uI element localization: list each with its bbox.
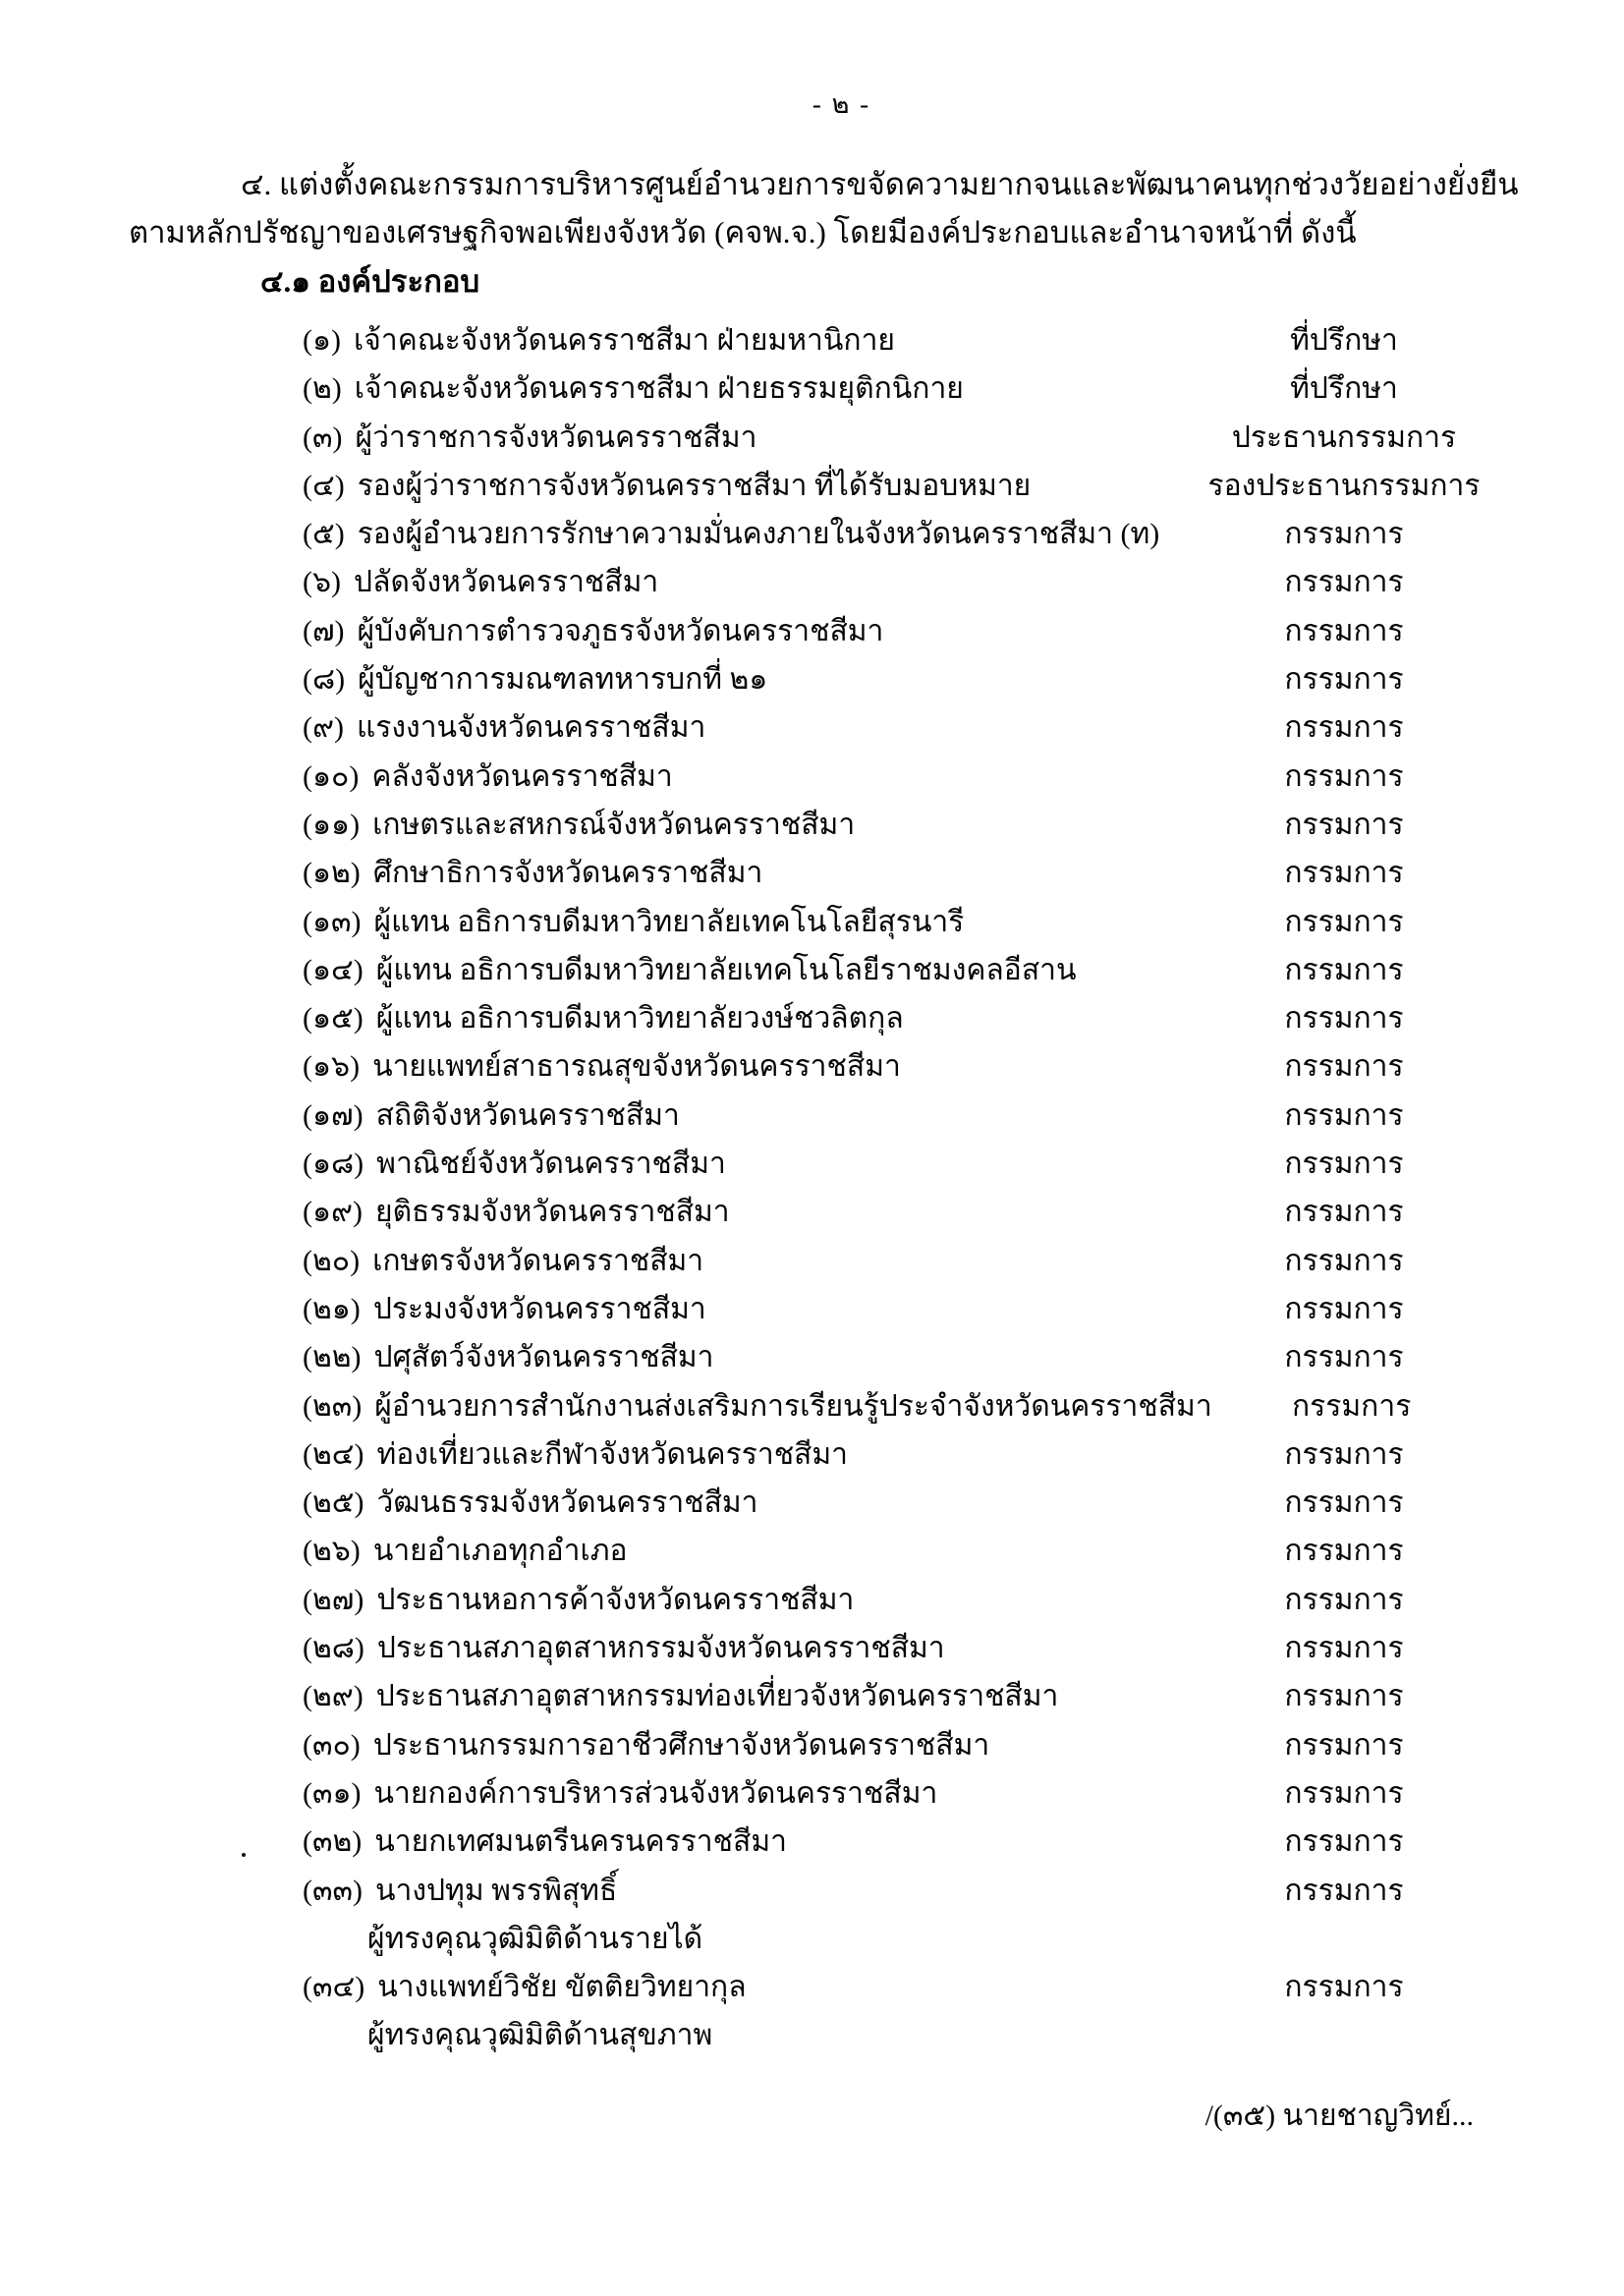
item-number: (๙) <box>303 711 344 745</box>
item-number: (๒๘) <box>303 1632 364 1665</box>
item-role: กรรมการ <box>1284 1002 1404 1036</box>
committee-row-left <box>303 898 964 946</box>
item-number: (๑๖) <box>303 1050 361 1084</box>
committee-row <box>303 1672 1484 1720</box>
item-number: (๔) <box>303 469 345 502</box>
item-number: (๑๔) <box>303 953 364 986</box>
item-role: กรรมการ <box>1284 711 1404 745</box>
item-name: นางแพทย์วิชัย ขัตติยวิทยากุล <box>377 1971 747 2004</box>
item-role: กรรมการ <box>1284 1196 1404 1229</box>
committee-row-left <box>303 946 1076 994</box>
item-name: ประธานสภาอุตสาหกรรมท่องเที่ยวจังหวัดนครราชสีมา <box>375 1680 1059 1713</box>
committee-row <box>303 994 1484 1042</box>
item-number: (๑๕) <box>303 1002 364 1036</box>
committee-row <box>303 655 1484 703</box>
committee-row-left <box>303 1672 1058 1720</box>
item-role: กรรมการ <box>1284 1148 1404 1181</box>
committee-row-left <box>303 1576 854 1624</box>
item-name: ผู้บัญชาการมณฑลทหารบกที่ ๒๑ <box>358 663 768 697</box>
item-role: กรรมการ <box>1284 1437 1404 1471</box>
item-name: ผู้อำนวยการสำนักงานส่งเสริมการเรียนรู้ประจำจังหวัดนครราชสีมา <box>374 1389 1212 1423</box>
committee-row-left <box>303 414 756 462</box>
item-name: นางปทุม พรรพิสุทธิ์ <box>375 1874 618 1907</box>
committee-row <box>303 1963 1484 2060</box>
item-name: ศึกษาธิการจังหวัดนครราชสีมา <box>372 857 763 890</box>
committee-row-left <box>303 703 705 752</box>
item-number: (๒๓) <box>303 1389 363 1423</box>
item-role: กรรมการ <box>1284 857 1404 890</box>
item-name: รองผู้อำนวยการรักษาความมั่นคงภายในจังหวัดนครราชสีมา (ท) <box>357 518 1160 551</box>
item-name: ปศุสัตว์จังหวัดนครราชสีมา <box>373 1341 714 1374</box>
item-role: ที่ปรึกษา <box>1290 324 1398 357</box>
item-name: แรงงานจังหวัดนครราชสีมา <box>356 711 706 745</box>
item-name: พาณิชย์จังหวัดนครราชสีมา <box>376 1148 726 1181</box>
item-number: (๑๐) <box>303 759 360 793</box>
item-number: (๑๑) <box>303 808 361 841</box>
committee-row-left <box>303 364 964 413</box>
item-name: ผู้แทน อธิการบดีมหาวิทยาลัยเทคโนโลยีราชมงคลอีสาน <box>375 953 1077 986</box>
item-number: (๖) <box>303 566 342 599</box>
item-name: เจ้าคณะจังหวัดนครราชสีมา ฝ่ายมหานิกาย <box>354 324 895 357</box>
item-role: กรรมการ <box>1284 614 1404 647</box>
item-name: นายอำเภอทุกอำเภอ <box>372 1535 628 1568</box>
committee-row-left <box>303 510 1159 558</box>
committee-row <box>303 1382 1484 1430</box>
committee-row <box>303 558 1484 606</box>
item-number: (๑๘) <box>303 1148 364 1181</box>
item-name: นายกองค์การบริหารส่วนจังหวัดนครราชสีมา <box>373 1776 938 1810</box>
committee-list <box>303 316 1484 2060</box>
committee-row-left <box>303 753 673 801</box>
item-number: (๘) <box>303 663 346 697</box>
item-role: ที่ปรึกษา <box>1290 372 1398 406</box>
page-number: - ๒ - <box>812 89 871 119</box>
item-number: (๓๓) <box>303 1874 363 1907</box>
committee-row <box>303 316 1484 364</box>
committee-row-left <box>303 1721 989 1769</box>
item-role: กรรมการ <box>1284 1341 1404 1374</box>
item-role: กรรมการ <box>1284 1244 1404 1277</box>
committee-row <box>303 462 1484 510</box>
item-role: กรรมการ <box>1284 1874 1404 1907</box>
item-number: (๒๖) <box>303 1535 361 1568</box>
scan-artifact-dot <box>242 1853 246 1857</box>
committee-row <box>303 1333 1484 1381</box>
item-qualifier: ผู้ทรงคุณวุฒิมิติด้านสุขภาพ <box>367 2019 713 2052</box>
item-role: กรรมการ <box>1284 663 1404 697</box>
item-number: (๑) <box>303 324 342 357</box>
committee-row <box>303 1769 1484 1818</box>
committee-row-left <box>303 801 855 849</box>
item-number: (๓) <box>303 420 343 454</box>
committee-row-left <box>303 1382 1212 1430</box>
item-name: นายกเทศมนตรีนครนครราชสีมา <box>374 1825 787 1859</box>
committee-row-left <box>303 1285 706 1333</box>
committee-row-left <box>303 607 883 655</box>
item-number: (๒๗) <box>303 1583 364 1616</box>
item-name: เกษตรและสหกรณ์จังหวัดนครราชสีมา <box>372 808 856 841</box>
item-name: ประมงจังหวัดนครราชสีมา <box>372 1292 706 1325</box>
intro-line-2: ตามหลักปรัชญาของเศรษฐกิจพอเพียงจังหวัด (คจพ.จ.) โดยมีองค์ประกอบและอำนาจหน้าที่ ดังนี้ <box>129 215 1357 250</box>
item-name: ประธานสภาอุตสาหกรรมจังหวัดนครราชสีมา <box>376 1632 945 1665</box>
committee-row-left <box>303 1963 747 2060</box>
item-name: เกษตรจังหวัดนครราชสีมา <box>372 1244 704 1277</box>
committee-row <box>303 414 1484 462</box>
committee-row <box>303 510 1484 558</box>
item-name: รองผู้ว่าราชการจังหวัดนครราชสีมา ที่ได้รับมอบหมาย <box>357 469 1032 502</box>
committee-row-left <box>303 1333 714 1381</box>
item-role: กรรมการ <box>1284 808 1404 841</box>
committee-row <box>303 1624 1484 1672</box>
item-name: ท่องเที่ยวและกีฬาจังหวัดนครราชสีมา <box>376 1437 848 1471</box>
committee-row <box>303 364 1484 413</box>
committee-row <box>303 1576 1484 1624</box>
committee-row <box>303 1285 1484 1333</box>
committee-row <box>303 1721 1484 1769</box>
item-role: กรรมการ <box>1284 1583 1404 1616</box>
committee-row-left <box>303 994 904 1042</box>
item-name: ปลัดจังหวัดนครราชสีมา <box>354 566 659 599</box>
item-role: กรรมการ <box>1284 1728 1404 1762</box>
committee-row <box>303 1042 1484 1091</box>
item-name: ประธานกรรมการอาชีวศึกษาจังหวัดนครราชสีมา <box>372 1728 990 1762</box>
item-role: กรรมการ <box>1284 1971 1404 2004</box>
committee-row-left <box>303 558 658 606</box>
item-role: กรรมการ <box>1284 905 1404 938</box>
item-number: (๓๔) <box>303 1971 365 2004</box>
committee-row <box>303 1818 1484 1866</box>
item-number: (๓๑) <box>303 1776 362 1810</box>
committee-row <box>303 849 1484 897</box>
item-role: รองประธานกรรมการ <box>1207 469 1481 502</box>
item-number: (๗) <box>303 614 345 647</box>
item-number: (๒๒) <box>303 1341 362 1374</box>
item-role: กรรมการ <box>1284 1535 1404 1568</box>
item-number: (๕) <box>303 518 345 551</box>
committee-row-left <box>303 1092 680 1140</box>
item-name: คลังจังหวัดนครราชสีมา <box>371 759 673 793</box>
item-role: กรรมการ <box>1292 1389 1412 1423</box>
committee-row-left <box>303 1188 730 1236</box>
committee-row <box>303 1479 1484 1527</box>
item-number: (๓๐) <box>303 1728 361 1762</box>
item-role: กรรมการ <box>1284 1776 1404 1810</box>
committee-row <box>303 1092 1484 1140</box>
committee-row-left <box>303 849 762 897</box>
item-number: (๒๐) <box>303 1244 361 1277</box>
section-heading: ๔.๑ องค์ประกอบ <box>260 264 480 299</box>
item-number: (๑๗) <box>303 1098 364 1132</box>
committee-row-left <box>303 1430 848 1479</box>
item-number: (๑๓) <box>303 905 362 938</box>
item-role: กรรมการ <box>1284 566 1404 599</box>
committee-row <box>303 1867 1484 1964</box>
item-name: เจ้าคณะจังหวัดนครราชสีมา ฝ่ายธรรมยุติกนิกาย <box>354 372 964 406</box>
committee-row-left <box>303 316 895 364</box>
item-number: (๓๒) <box>303 1825 363 1859</box>
committee-row-left <box>303 655 767 703</box>
item-role: กรรมการ <box>1284 1050 1404 1084</box>
committee-row <box>303 703 1484 752</box>
item-role: กรรมการ <box>1284 953 1404 986</box>
committee-row-left <box>303 1237 703 1285</box>
item-role: กรรมการ <box>1284 518 1404 551</box>
committee-row-left <box>303 1527 628 1575</box>
item-number: (๑๒) <box>303 857 361 890</box>
item-name: ยุติธรรมจังหวัดนครราชสีมา <box>375 1196 730 1229</box>
item-role: กรรมการ <box>1284 1825 1404 1859</box>
item-role: กรรมการ <box>1284 759 1404 793</box>
item-number: (๒๙) <box>303 1680 364 1713</box>
committee-row <box>303 898 1484 946</box>
footer-continuation-note: /(๓๕) นายชาญวิทย์... <box>1204 2100 1474 2132</box>
committee-row <box>303 753 1484 801</box>
item-name: สถิติจังหวัดนครราชสีมา <box>375 1098 680 1132</box>
item-name: ประธานหอการค้าจังหวัดนครราชสีมา <box>376 1583 855 1616</box>
item-number: (๒๔) <box>303 1437 364 1471</box>
item-role: กรรมการ <box>1284 1632 1404 1665</box>
committee-row-left <box>303 1042 901 1091</box>
committee-row-left <box>303 1479 758 1527</box>
committee-row-left <box>303 1624 945 1672</box>
item-number: (๒) <box>303 372 342 406</box>
item-name: วัฒนธรรมจังหวัดนครราชสีมา <box>376 1486 758 1520</box>
item-number: (๑๙) <box>303 1196 363 1229</box>
committee-row <box>303 607 1484 655</box>
item-qualifier: ผู้ทรงคุณวุฒิมิติด้านรายได้ <box>367 1922 703 1955</box>
committee-row <box>303 1237 1484 1285</box>
item-name: ผู้แทน อธิการบดีมหาวิทยาลัยเทคโนโลยีสุรนารี <box>373 905 965 938</box>
item-number: (๒๕) <box>303 1486 364 1520</box>
item-role: กรรมการ <box>1284 1292 1404 1325</box>
item-name: ผู้ว่าราชการจังหวัดนครราชสีมา <box>355 420 757 454</box>
committee-row <box>303 1430 1484 1479</box>
item-name: นายแพทย์สาธารณสุขจังหวัดนครราชสีมา <box>372 1050 901 1084</box>
item-name: ผู้แทน อธิการบดีมหาวิทยาลัยวงษ์ชวลิตกุล <box>375 1002 904 1036</box>
committee-row <box>303 1140 1484 1188</box>
committee-row-left <box>303 1818 787 1866</box>
committee-row-left <box>303 1140 726 1188</box>
item-role: กรรมการ <box>1284 1486 1404 1520</box>
item-name: ผู้บังคับการตำรวจภูธรจังหวัดนครราชสีมา <box>357 614 884 647</box>
committee-row <box>303 1188 1484 1236</box>
committee-row <box>303 801 1484 849</box>
item-role: กรรมการ <box>1284 1098 1404 1132</box>
committee-row-left <box>303 1867 702 1964</box>
committee-row-left <box>303 462 1031 510</box>
committee-row-left <box>303 1769 937 1818</box>
item-role: ประธานกรรมการ <box>1231 420 1457 454</box>
intro-line-1: ๔. แต่งตั้งคณะกรรมการบริหารศูนย์อำนวยการขจัดความยากจนและพัฒนาคนทุกช่วงวัยอย่างยั่งยืน <box>241 167 1519 201</box>
item-number: (๒๑) <box>303 1292 361 1325</box>
item-role: กรรมการ <box>1284 1680 1404 1713</box>
committee-row <box>303 1527 1484 1575</box>
committee-row <box>303 946 1484 994</box>
